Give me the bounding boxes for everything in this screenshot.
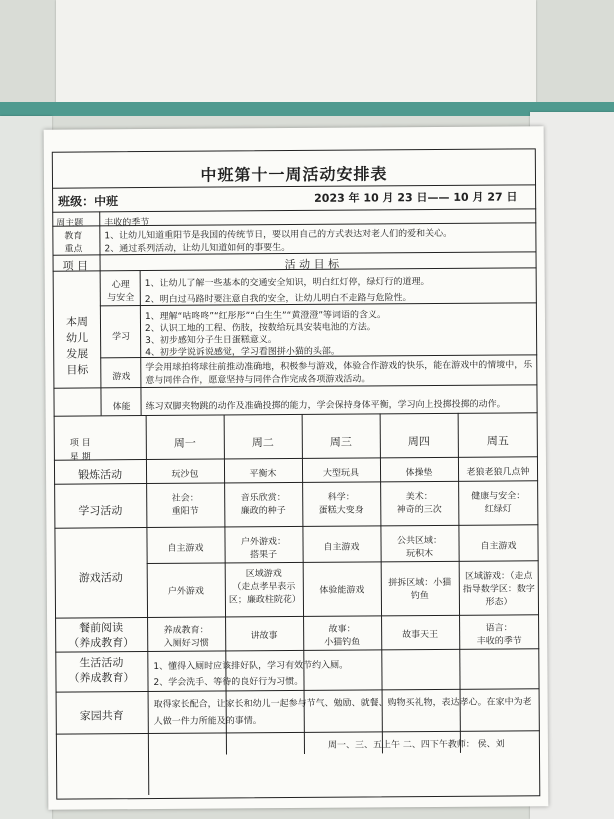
day-wed: 周三 — [329, 435, 352, 449]
row-home-line-1: 取得家长配合，让家长和幼儿一起参与节气、勉励、就餐、购物买礼物，表达孝心。在家中为老人做一件力所能及的事情。 — [153, 697, 532, 727]
row-exercise-mon: 玩沙包 — [171, 469, 199, 480]
row-learning-mon: 社会： 重阳节 — [171, 493, 199, 517]
domain-learning-line-3: 3、初步感知分子生日蛋糕意义。 — [145, 335, 277, 347]
row-learning-wed: 科学： 蛋糕大变身 — [318, 492, 364, 516]
domain-safety-line-2: 2、明白过马路时要注意自我的安全，让幼儿明白不走路与危险性。 — [144, 293, 412, 306]
row-learning-label: 学习活动 — [78, 504, 123, 518]
row-game-label: 游戏活动 — [78, 571, 123, 585]
domain-safety-line-1: 1、让幼儿了解一些基本的交通安全知识，明白红灯停，绿灯行的道理。 — [144, 277, 430, 290]
row-learning-fri: 健康与安全： 红绿灯 — [471, 491, 526, 515]
focus-label-1: 教育 — [64, 231, 83, 242]
row-learning-thu: 美术： 神奇的三次 — [396, 492, 442, 516]
schedule-corner-bottom: 星 期 — [69, 452, 91, 463]
schedule-corner-top: 项 目 — [69, 438, 91, 449]
domain-learning-line-1: 1、理解“咕咚咚”“红彤彤”“白生生”“黄澄澄”等词语的含义。 — [144, 310, 387, 323]
domain-name-fitness: 体能 — [112, 402, 131, 413]
focus-text-1: 1、让幼儿知道重阳节是我国的传统节日，要以用自己的方式表达对老人们的爱和关心。 — [104, 228, 453, 242]
row-game-tue: 户外游戏： 搭果子 — [240, 537, 287, 561]
row-reading-thu: 故事天王 — [402, 630, 439, 641]
row-game2-fri: 区域游戏：（走点指导数学区：数字形态） — [462, 571, 535, 608]
row-game2-mon: 户外游戏 — [167, 586, 204, 597]
table-edge-stripe — [0, 102, 614, 116]
goal-label: 活 动 目 标 — [284, 257, 340, 272]
schedule-page — [44, 126, 549, 809]
row-exercise-label: 锻炼活动 — [77, 468, 123, 482]
row-game-mon: 自主游戏 — [167, 543, 204, 554]
day-mon: 周一 — [173, 436, 196, 450]
row-game-thu: 公共区域： 玩积木 — [396, 535, 443, 560]
row-learning-tue: 音乐欣赏： 廉政的种子 — [240, 493, 286, 517]
domain-learning-line-2: 2、认识工地的工程、伤肢，按数给玩具安装电池的方法。 — [144, 322, 376, 335]
footer-teachers: 周一、三、五上午 二、四下午教师： 侯、刘 — [327, 739, 505, 751]
row-life-line-1: 1、懂得入厕时应该排好队，学习有效节约入厕。 — [153, 660, 349, 673]
domain-learning-line-4: 4、初步学说诉说感觉，学习看图拼小猫的头部。 — [145, 346, 340, 359]
day-thu: 周四 — [407, 435, 430, 449]
row-reading-label: 餐前阅读 （养成教育） — [68, 621, 135, 650]
row-exercise-tue: 平衡木 — [249, 469, 277, 480]
focus-text-2: 2、通过系列活动，让幼儿知道如何的事要生。 — [104, 243, 291, 255]
dev-label: 本周 幼儿 发展 目标 — [65, 315, 89, 377]
day-tue: 周二 — [251, 436, 274, 450]
row-game-wed: 自主游戏 — [323, 542, 360, 553]
row-reading-tue: 讲故事 — [250, 631, 278, 642]
row-reading-wed: 故事： 小猫钓鱼 — [324, 624, 361, 648]
row-exercise-fri: 老狼老狼几点钟 — [466, 467, 530, 478]
row-game2-thu: 拼拆区域：小猫钓鱼 — [388, 577, 452, 602]
domain-name-safety: 心理 与安全 — [107, 280, 135, 304]
item-label: 项 目 — [62, 259, 89, 273]
row-life-label: 生活活动 （养成教育） — [68, 656, 135, 685]
row-exercise-wed: 大型玩具 — [322, 468, 360, 479]
week-theme-label: 周主题 — [56, 218, 84, 229]
row-reading-mon: 养成教育： 入厕好习惯 — [163, 625, 209, 649]
domain-game-line-1: 学会用球拍将球往前推动准确地，积极参与游戏，体验合作游戏的快乐，能在游戏中的情境中，乐意与同伴合作，愿意坚持与同伴合作完成各项游戏活动。 — [145, 360, 533, 387]
domain-name-learning: 学习 — [112, 332, 131, 343]
focus-label-2: 重点 — [64, 244, 83, 255]
row-exercise-thu: 体操垫 — [405, 468, 433, 479]
page-title: 中班第十一周活动安排表 — [200, 164, 388, 185]
date-range: 2023 年 10 月 23 日—— 10 月 27 日 — [314, 190, 518, 205]
domain-name-game: 游戏 — [112, 372, 131, 383]
class-label: 班级：中班 — [58, 194, 119, 209]
day-fri: 周五 — [486, 434, 509, 448]
background-sheet-top — [56, 0, 536, 112]
domain-fitness-line-1: 练习双脚夹物跳的动作及准确投掷的能力，学会保持身体平衡，学习向上投掷投掷的动作。 — [145, 399, 506, 413]
row-life-line-2: 2、学会洗手、等待的良好行为习惯。 — [153, 676, 304, 688]
row-game2-wed: 体验能游戏 — [319, 585, 365, 596]
row-game2-tue: 区域游戏 （走点孝早表示区；廉政柱院花） — [228, 569, 301, 606]
week-theme: 丰收的季节 — [104, 218, 150, 229]
row-reading-fri: 语言： 丰收的季节 — [476, 623, 522, 647]
row-game-fri: 自主游戏 — [480, 541, 517, 552]
row-home-label: 家园共育 — [79, 709, 124, 723]
